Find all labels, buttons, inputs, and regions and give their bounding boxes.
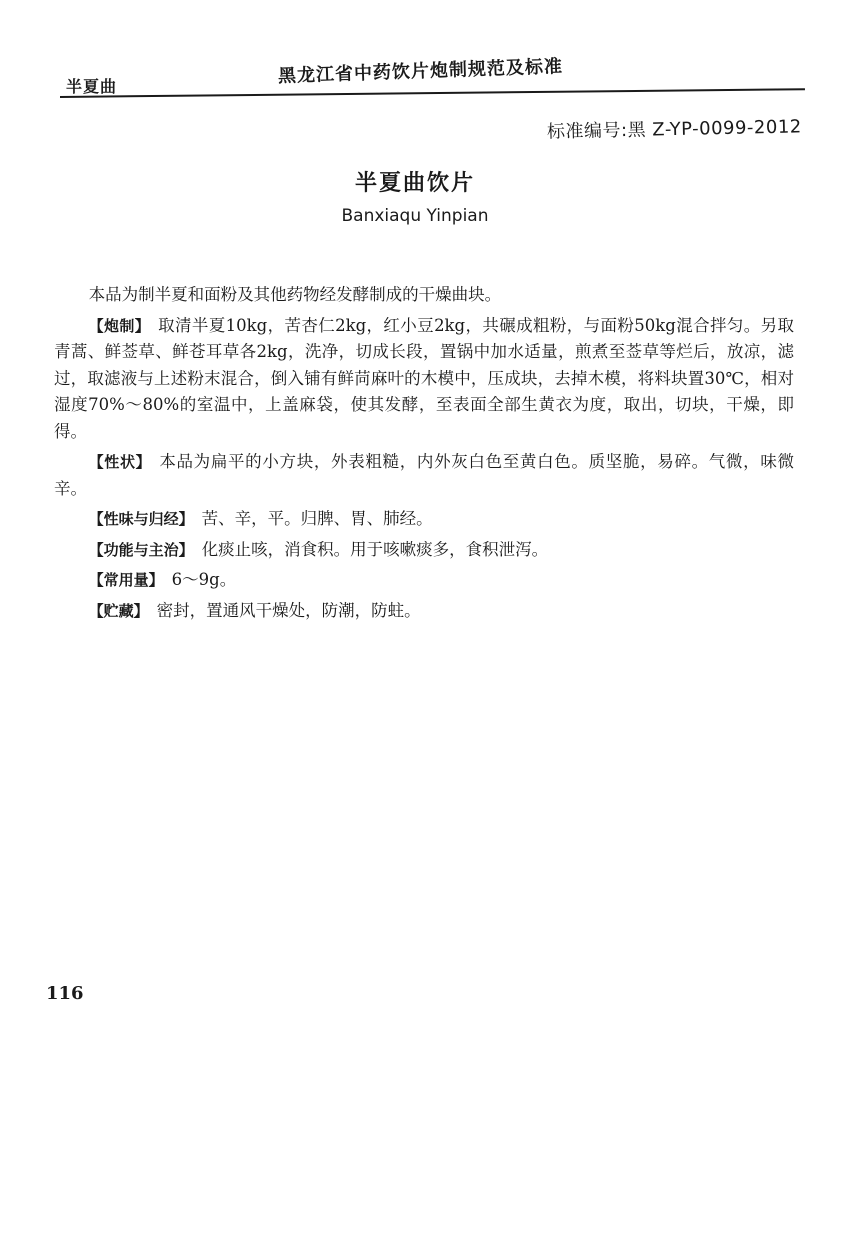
dosage-section [54,567,794,594]
nature-text: 苦、辛，平。归脾、胃、肺经。 [201,509,433,528]
storage-text: 密封，置通风干燥处，防潮，防蛀。 [156,600,421,620]
processing-label: 【炮制】 [88,316,151,335]
page-number: 116 [46,983,84,1004]
processing-section [54,313,794,446]
nature-section [54,506,794,533]
header-rule [60,88,805,98]
standard-number: 标准编号:黑 Z-YP-0099-2012 [547,116,803,143]
functions-section [54,537,794,564]
monograph-body [54,282,794,628]
storage-section [54,598,794,625]
running-head-section: 半夏曲 [66,77,118,96]
page-subtitle: Banxiaqu Yinpian [341,206,489,226]
page-title: 半夏曲饮片 [354,171,475,196]
functions-text: 化痰止咳，消食积。用于咳嗽痰多，食积泄泻。 [201,539,549,559]
nature-label: 【性味与归经】 [88,510,194,528]
characters-section [54,449,794,502]
intro-paragraph: 本品为制半夏和面粉及其他药物经发酵制成的干燥曲块。 [88,285,502,304]
dosage-label: 【常用量】 [88,571,164,589]
running-head-book-title: 黑龙江省中药饮片炮制规范及标准 [277,56,564,87]
processing-text: 取清半夏10kg，苦杏仁2kg，红小豆2kg，共碾成粗粉，与面粉50kg混合拌匀。另取青蒿、鲜莶草、鲜苍耳草各2kg，洗净，切成长段，置锅中加水适量，煎煮至莶草等烂后，放凉，滤过，取滤液与上述粉末混合，倒入铺有鲜苘麻叶的木模中，压成块，去掉木模，将料块置30℃，相对湿度70%～80%的室温中，上盖麻袋，使其发酵，至表面全部生黄衣为度，取出，切块，干燥，即得。 [54,315,794,441]
characters-label: 【性状】 [88,453,152,471]
dosage-text: 6～9g。 [171,570,237,589]
functions-label: 【功能与主治】 [88,540,194,559]
characters-text: 本品为扁平的小方块，外表粗糙，内外灰白色至黄白色。质坚脆，易碎。气微，味微辛。 [54,452,794,498]
storage-label: 【贮藏】 [88,601,149,620]
running-head [60,56,800,104]
